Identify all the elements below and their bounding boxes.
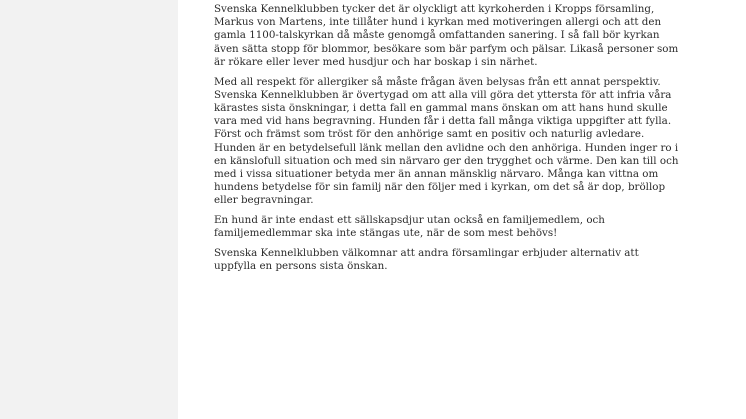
article-paragraph-2: Med all respekt för allergiker så måste frågan även belysas från ett annat perspektiv. Svenska Kennelklubben är övertygad om att alla vill göra det yttersta för att infria våra kärastes sista önskningar, i detta fall en gammal mans önskan om att hans hund skulle vara med vid hans begravning. Hunden får i detta fall många viktiga uppgifter att fylla. Först och främst som tröst för den anhörige samt en positiv och naturlig avledare. Hunden är en betydelsefull länk mellan den avlidne och den anhöriga. Hunden inger ro i en känslofull situation och med sin närvaro ger den trygghet och värme. Den kan till och med i vissa situationer betyda mer än annan mänsklig närvaro. Många kan vittna om hundens betydelse för sin familj när den följer med i kyrkan, om det så är dop, bröllop eller begravningar. [214,75,679,207]
article-paragraph-3: En hund är inte endast ett sällskapsdjur utan också en familjemedlem, och familjemedlemmar ska inte stängas ute, när de som mest behövs! [214,214,605,240]
left-sidebar-panel [0,0,178,419]
article-paragraph-4: Svenska Kennelklubben välkomnar att andra församlingar erbjuder alternativ att uppfylla en persons sista önskan. [214,246,639,273]
article-body [214,3,684,280]
article-paragraph-1: Svenska Kennelklubben tycker det är olyckligt att kyrkoherden i Kropps församling, Markus von Martens, inte tillåter hund i kyrkan med motiveringen allergi och att den gamla 1100-talskyrkan då måste genomgå omfattanden sanering. I så fall bör kyrkan även sätta stopp för blommor, besökare som bär parfym och pälsar. Likaså personer som är rökare eller lever med husdjur och har boskap i sin närhet. [214,3,679,68]
